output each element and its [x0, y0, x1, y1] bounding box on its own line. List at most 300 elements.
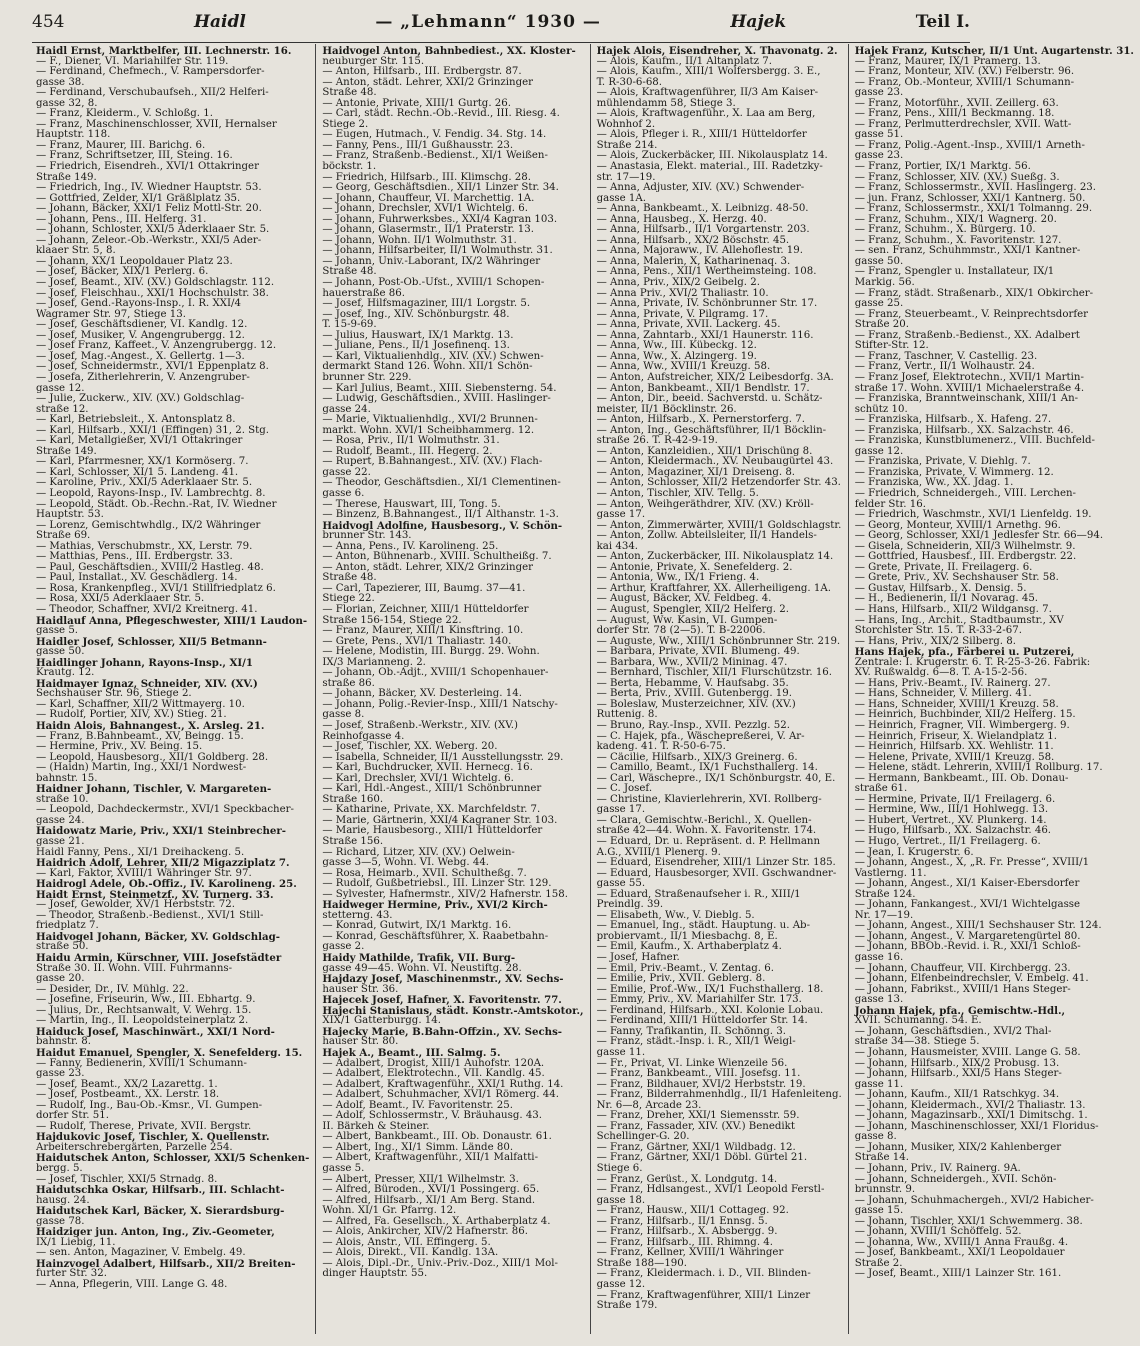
- directory-entry-line: — Anton, Aufstreicher, XIX/2 Leibesdorfg. 3A.: [596, 371, 834, 383]
- directory-entry-line: — Hans, Schneider, V. Millerg. 41.: [854, 688, 1032, 700]
- directory-entry-line: gasse 38.: [36, 76, 85, 88]
- directory-entry-line: — Franz, Gärtner, XXI/1 Döbl. Gürtel 21.: [596, 1152, 808, 1164]
- directory-entry-line: Hauptstr. 53.: [36, 509, 104, 521]
- directory-entry-line: — Anton, Bankbeamt., XII/1 Bendlstr. 17.: [596, 382, 810, 394]
- directory-entry-line: — Anna, Ww., X. Alzingerg. 19.: [596, 350, 757, 362]
- directory-entry-line: — Hans, Hilfsarb., XII/2 Wildgansg. 7.: [854, 603, 1052, 615]
- directory-entry-line: — Ferdinand, XIII/1 Hütteldorfer Str. 14.: [596, 1015, 808, 1027]
- directory-entry-line: Reinhofgasse 4.: [322, 730, 405, 742]
- directory-entry-line: — Anton, Zollw. Abteilsleiter, II/1 Handels-: [596, 530, 817, 542]
- directory-entry-line: — Alois, Zuckerbäcker, III. Nikolausplatz 14.: [596, 150, 828, 162]
- directory-entry-line: stetterng. 43.: [322, 909, 393, 921]
- directory-entry-line: XV. Rußwaldg. 6—8. T. A-15-2-56.: [854, 667, 1028, 679]
- directory-entry-line: — Eduard, Hausbesorger, XVII. Gschwandner-: [596, 867, 837, 879]
- directory-entry-line: — Heinrich, Hilfsarb. XX. Wehlistr. 11.: [854, 741, 1054, 753]
- directory-entry-line: A.G., XVIII/1 Plenerg. 9.: [596, 846, 721, 858]
- directory-entry-line: Haidut Emanuel, Spengler, X. Senefelderg. 15.: [36, 1046, 303, 1059]
- directory-entry-line: T. 15-9-69.: [322, 319, 377, 331]
- directory-entry-line: Haidmayer Ignaz, Schneider, XIV. (XV.): [36, 677, 258, 690]
- directory-entry-line: Haidu Armin, Kürschner, VIII. Josefstädter: [36, 952, 282, 965]
- directory-entry-line: furter Str. 32.: [36, 1268, 107, 1280]
- directory-entry-line: — Anna, Hilfsarb., XX/2 Böschstr. 45.: [596, 234, 790, 246]
- directory-entry-line: Straße 156-154, Stiege 22.: [322, 614, 462, 626]
- directory-entry-line: — Alfred, Fa. Gesellsch., X. Arthaberplatz 4.: [322, 1215, 551, 1227]
- directory-entry-line: — Alois, Anstr., VII. Effingerg. 5.: [322, 1236, 491, 1248]
- directory-entry-line: — Georg, Schlosser, XXI/1 Jedlesfer Str. 66—94.: [854, 530, 1104, 542]
- directory-entry-line: — Berta, Hebamme, V. Haufsabg. 35.: [596, 677, 789, 689]
- directory-entry-line: — Josef, Geschäftsdiener, VI. Kandlg. 12.: [36, 319, 248, 331]
- directory-entry-line: — Karl, Metallgießer, XVI/1 Ottakringer: [36, 435, 243, 447]
- directory-entry-line: — Josef, Bäcker, XIX/1 Perlerg. 6.: [36, 266, 209, 278]
- directory-entry-line: — Josef, Postbeamt., XX. Lerstr. 18.: [36, 1089, 220, 1101]
- directory-entry-line: Storchlster Str. 15. T. R-33-2-67.: [854, 625, 1022, 637]
- directory-entry-line: Straße 160.: [322, 793, 384, 805]
- directory-entry-line: Arbeiterschrebergärten, Parzelle 254.: [36, 1141, 233, 1153]
- directory-entry-line: Straße 48.: [322, 266, 377, 278]
- directory-entry-line: gasse 2.: [322, 941, 365, 953]
- directory-entry-line: — Johann, Fabrikst., XVIII/1 Hans Steger-: [854, 983, 1071, 995]
- directory-entry-line: gasse 23.: [854, 150, 904, 162]
- directory-entry-line: — Josef, Musiker, V. Angengrubergg. 12.: [36, 329, 245, 341]
- directory-entry-line: — Richard, Litzer, XIV. (XV.) Oelwein-: [322, 846, 515, 858]
- directory-entry-line: — Franz, Kellner, XVIII/1 Währinger: [596, 1247, 784, 1259]
- directory-entry-line: — Franz, Monteur, XIV. (XV.) Felberstr. 96.: [854, 66, 1075, 78]
- directory-entry-line: Hajecek Josef, Hafner, X. Favoritenstr. 77.: [322, 994, 562, 1007]
- directory-entry-line: gasse 32, 8.: [36, 97, 98, 109]
- directory-entry-line: straße 86.: [322, 677, 375, 689]
- directory-entry-line: — Albert, Kraftwagenführ., XII/1 Malfatti-: [322, 1152, 539, 1164]
- directory-entry-line: — Arthur, Kraftfahrer, XX. Allerheiligeng. 1A.: [596, 582, 831, 594]
- directory-entry-line: — Friedrich, Hilfsarb., III. Klimschg. 28.: [322, 171, 531, 183]
- directory-entry-line: — Anton, Hilfsarb., X. Pernerstorferg. 7.: [596, 414, 805, 426]
- directory-entry-line: — Helene, Private, XVIII/1 Kreuzg. 58.: [854, 751, 1055, 763]
- directory-entry-line: Straße 149.: [36, 445, 97, 457]
- publication-title: — „Lehmann“ 1930 —: [375, 12, 601, 32]
- directory-entry-line: — C. Josef.: [596, 783, 653, 795]
- directory-entry-line: — Josefa, Zitherlehrerin, V. Anzengruber-: [36, 371, 250, 383]
- directory-entry-line: — Franz, Schriftsetzer, III, Steing. 16.: [36, 150, 233, 162]
- directory-entry-line: gasse 8.: [322, 709, 365, 721]
- directory-entry-line: Haidutschek Karl, Bäcker, X. Sierardsburg-: [36, 1205, 285, 1218]
- directory-entry-line: — Franz, Dreher, XXI/1 Siemensstr. 59.: [596, 1110, 800, 1122]
- column-4: [848, 44, 1140, 1334]
- directory-entry-line: — Franz, Schuhm., X. Bürgerg. 10.: [854, 224, 1036, 236]
- directory-entry-line: — Franz, Schlosser, XIV. (XV.) Sueßg. 3.: [854, 171, 1060, 183]
- directory-entry-line: gasse 20.: [36, 973, 85, 985]
- directory-entry-line: Straße 48.: [322, 87, 377, 99]
- directory-entry-line: — Anton, Schlosser, XII/2 Hetzendorfer Str. 43.: [596, 477, 841, 489]
- directory-entry-line: — Johann, Hausmeister, XVIII. Lange G. 58.: [854, 1046, 1081, 1058]
- directory-entry-line: — Emanuel, Ing., städt. Hauptung. u. Ab-: [596, 920, 811, 932]
- directory-entry-line: — F., Diener, VI. Mariahilfer Str. 119.: [36, 55, 229, 67]
- directory-entry-line: hauser Str. 36.: [322, 983, 399, 995]
- directory-entry-line: — Hubert, Vertret., XV. Plunkerg. 14.: [854, 814, 1047, 826]
- directory-entry-line: — jun. Franz, Schlosser, XXI/1 Kantnerg. 50.: [854, 192, 1086, 204]
- directory-entry-line: — Josef, Straßenb.-Werkstr., XIV. (XV.): [322, 720, 519, 731]
- directory-entry-line: — Albert, Bankbeamt., III. Ob. Donaustr. 61.: [322, 1131, 552, 1143]
- directory-entry-line: — Hans, Ing., Archit., Stadtbaumstr., XV: [854, 614, 1064, 626]
- directory-entry-line: — Rupert, B.Bahnangest., XIV. (XV.) Flach-: [322, 456, 543, 468]
- directory-entry-line: — Eduard, Straßenaufseher i. R., XIII/1: [596, 888, 801, 900]
- directory-entry-line: Preindlg. 39.: [596, 899, 664, 911]
- directory-entry-line: — Johann, XVIII/1 Schöffelg. 52.: [854, 1226, 1022, 1238]
- directory-entry-line: — Georg, Monteur, XVIII/1 Arnethg. 96.: [854, 519, 1061, 531]
- directory-entry-line: — Anton, Kanzleidien., XII/1 Drischüng 8.: [596, 445, 813, 457]
- directory-entry-line: — Karl, Schaffner, XII/2 Wittmayerg. 10.: [36, 698, 245, 710]
- directory-entry-line: Hajecky Marie, B.Bahn-Offzin., XV. Sechs-: [322, 1025, 563, 1038]
- directory-entry-line: — Fanny, Trafikantin, II. Schönng. 3.: [596, 1025, 786, 1037]
- directory-entry-line: — Grete, Private, II. Freilagerg. 6.: [854, 561, 1033, 573]
- directory-entry-line: — Emmy, Priv., XV. Mariahilfer Str. 173.: [596, 994, 802, 1006]
- directory-entry-line: Nr. 6—8, Arcade 23.: [596, 1099, 702, 1111]
- directory-entry-line: gasse 5.: [322, 1162, 365, 1174]
- directory-entry-line: gasse 12.: [854, 445, 904, 457]
- directory-entry-line: — Anton, Zuckerbäcker, III. Nikolausplatz 14.: [596, 551, 834, 563]
- directory-entry-line: Haidowatz Marie, Priv., XXI/1 Steinbrecher-: [36, 825, 286, 838]
- directory-entry-line: — August, Bäcker, XV. Feldbeg. 4.: [596, 593, 772, 605]
- directory-entry-line: — Franziska, Hilfsarb., XX. Salzachstr. 46.: [854, 424, 1074, 436]
- directory-entry-line: — Alois, Dipl.-Dr., Univ.-Priv.-Doz., XIII/1 Mol-: [322, 1257, 558, 1269]
- directory-entry-line: Haidn Alois, Bahnangest., X. Arsleg. 21.: [36, 720, 265, 732]
- directory-entry-line: — Heinrich, Friseur, X. Wielandplatz 1.: [854, 730, 1057, 742]
- directory-entry-line: Schellinger-G. 20.: [596, 1131, 690, 1143]
- directory-entry-line: — Franz, Maschinenschlosser, XVII, Hernalser: [36, 118, 277, 130]
- directory-entry-line: — Fanny, Pens., III/1 Gußhausstr. 23.: [322, 139, 514, 151]
- directory-entry-line: — Johann, Kleidermach., XVI/2 Thaliastr. 13.: [854, 1099, 1086, 1111]
- directory-entry-line: — Johann, Geschäftsdien., XVI/2 Thal-: [854, 1025, 1052, 1037]
- directory-entry-line: gasse 22.: [322, 466, 371, 478]
- directory-entry-line: — Katharine, Private, XX. Marchfeldstr. 7.: [322, 804, 541, 816]
- directory-entry-line: Straße 2.: [854, 1257, 903, 1269]
- directory-entry-line: — Helene, Modistin, III. Burgg. 29. Wohn.: [322, 646, 540, 658]
- directory-entry-line: — Anna, Private, XVII. Lackerg. 45.: [596, 319, 781, 331]
- directory-entry-line: II. Bärkeh & Steiner.: [322, 1120, 430, 1132]
- directory-entry-line: Straße 48.: [322, 572, 377, 584]
- directory-entry-line: — Josef, Ing., XIV. Schönburgstr. 48.: [322, 308, 510, 320]
- directory-entry-line: — Antonie, Private, XIII/1 Gurtg. 26.: [322, 97, 511, 109]
- directory-entry-line: — Emilie, Prof.-Ww., IX/1 Fuchsthallerg. 18.: [596, 983, 824, 995]
- directory-entry-line: — Alois, Kaufm., II/1 Altanplatz 7.: [596, 55, 772, 67]
- directory-entry-line: dermarkt Stand 126. Wohn. XII/1 Schön-: [322, 361, 533, 373]
- directory-entry-line: — Camillo, Beamt., IX/1 Fuchsthallerg. 14.: [596, 762, 818, 774]
- directory-entry-line: — C. Hajek, pfa., Wäschepreßerei, V. Ar-: [596, 730, 805, 742]
- directory-entry-line: — Therese, Hauswart, III, Tong. 5.: [322, 498, 501, 510]
- directory-entry-line: — Albert, Ing., XI/1 Simm. Lände 80.: [322, 1141, 514, 1153]
- directory-entry-line: — Johann, Glasermstr., II/1 Praterstr. 13.: [322, 224, 535, 236]
- directory-entry-line: Straße 188—190.: [596, 1257, 688, 1269]
- directory-entry-line: T. R-30-6-68.: [596, 76, 663, 88]
- directory-entry-line: straße 12.: [36, 403, 89, 415]
- directory-entry-line: — Franz, Bilderrahmenhdlg., II/1 Hafenleiteng.: [596, 1089, 842, 1101]
- directory-entry-line: hauser Str. 80.: [322, 1036, 399, 1048]
- directory-entry-line: Haidy Mathilde, Trafik, VII. Burg-: [322, 952, 516, 965]
- directory-entry-line: — Johann, Angest., XIII/1 Sechshauser Str. 124.: [854, 920, 1102, 932]
- directory-entry-line: — Johann, Pens., III. Helferg. 31.: [36, 213, 207, 225]
- directory-entry-line: — Josef, Bankbeamt., XXI/1 Leopoldauer: [854, 1247, 1065, 1259]
- directory-entry-line: — Heinrich, Buchbinder, XII/2 Helferg. 15.: [854, 709, 1076, 721]
- directory-entry-line: Haidvogel Anton, Bahnbediest., XX. Kloster-: [322, 45, 576, 57]
- directory-entry-line: — Johann, Drechsler, XVI/1 Wichtelg. 6.: [322, 203, 528, 215]
- directory-entry-line: — Alfred, Büroden., XVI/1 Possingerg. 65.: [322, 1184, 540, 1196]
- directory-entry-line: — Franz, Hilfsarb., X. Absbergg. 9.: [596, 1226, 778, 1238]
- directory-entry-line: — Hugo, Vertret., II/1 Freilagerg. 6.: [854, 836, 1041, 848]
- directory-entry-line: — Marie, Viktualienhdlg., XVI/2 Brunnen-: [322, 414, 538, 426]
- directory-entry-line: — Karl, Buchdrucker, XVII. Hernecg. 16.: [322, 762, 533, 774]
- directory-entry-line: — Johann, Musiker, XIX/2 Kahlenberger: [854, 1141, 1062, 1153]
- directory-entry-line: — Adolf, Schlossermstr., V. Bräuhausg. 43.: [322, 1110, 543, 1122]
- directory-entry-line: — Franz, Vertr., II/1 Wolhaustr. 24.: [854, 361, 1035, 373]
- directory-entry-line: — Carl, Wäschepre., IX/1 Schönburgstr. 40, E.: [596, 772, 836, 784]
- directory-entry-line: — Fr., Privat, VI. Linke Wienzeile 56.: [596, 1057, 788, 1069]
- directory-entry-line: — Franz, Straßenb.-Bedienst., XX. Adalbert: [854, 329, 1080, 341]
- directory-entry-line: — Barbara, Ww., XVII/2 Mininag. 47.: [596, 656, 788, 668]
- directory-entry-line: Nr. 17—19.: [854, 909, 914, 921]
- directory-entry-line: — Johann, Hilfsarb., XXI/5 Hans Steger-: [854, 1068, 1062, 1080]
- directory-entry-line: — Gottfried, Hausbesf., III. Erdbergstr. 22.: [854, 551, 1077, 563]
- column-2: [315, 44, 589, 1334]
- directory-entry-line: — Leopold, Rayons-Insp., IV. Lambrechtg. 8.: [36, 487, 266, 499]
- directory-entry-line: — Anton, Ing., Geschäftsführer, II/1 Böcklin-: [596, 424, 827, 436]
- directory-entry-line: — Franz, Gärtner, XXI/1 Wildbadg. 12.: [596, 1141, 796, 1153]
- directory-entry-line: Ruttenig. 8.: [596, 709, 658, 721]
- directory-entry-line: — Alfred, Hilfsarb., XI/1 Am Berg. Stand.: [322, 1194, 536, 1206]
- directory-entry-line: — Franz, Bankbeamt., VIII. Josefsg. 11.: [596, 1068, 801, 1080]
- directory-entry-line: — Anna, Private, V. Pilgramg. 17.: [596, 308, 769, 320]
- directory-entry-line: — Anna Priv., XVI/2 Thaliastr. 10.: [596, 287, 769, 299]
- directory-entry-line: — Helene, städt. Lehrerin, XVIII/1 Rollburg. 17.: [854, 762, 1103, 774]
- directory-entry-line: — Franz, Polig.-Agent.-Insp., XVIII/1 Arneth-: [854, 139, 1085, 151]
- directory-entry-line: — Alois, Kraftwagenführ., X. Laa am Berg,: [596, 108, 816, 120]
- directory-entry-line: kai 434.: [596, 540, 639, 552]
- directory-entry-line: gasse 8.: [854, 1131, 897, 1143]
- directory-entry-line: — Karl, Schlosser, XI/1 5. Landeng. 41.: [36, 466, 239, 478]
- directory-entry-line: — Franziska, Ww., XX. Jdag. 1.: [854, 477, 1014, 489]
- directory-entry-line: — Franz, städt.-Insp. i. R., XII/1 Weigl-: [596, 1036, 796, 1048]
- directory-entry-line: Straße 149.: [36, 171, 97, 183]
- directory-entry-line: — Josef, Beamt., XIV. (XV.) Goldschlagstr. 112.: [36, 277, 275, 289]
- directory-entry-line: dinger Hauptstr. 55.: [322, 1268, 428, 1280]
- directory-entry-line: Hajek Franz, Kutscher, II/1 Unt. Augartenstr. 31.: [854, 45, 1134, 57]
- directory-entry-line: hausg. 24.: [36, 1194, 90, 1206]
- directory-entry-line: — Antonia, Ww., IX/1 Frieng. 4.: [596, 572, 760, 584]
- directory-entry-line: — Franz, Schlossermstr., XVII. Haslingerg. 23.: [854, 182, 1097, 194]
- directory-entry-line: — Johann, Fankangest., XVI/1 Wichtelgasse: [854, 899, 1081, 911]
- directory-entry-line: — Rosa, Priv., II/1 Wolmuthstr. 31.: [322, 435, 500, 447]
- directory-entry-line: — Franz, Maurer, IX/1 Pramerg. 13.: [854, 55, 1041, 67]
- directory-entry-line: Hajdukovic Josef, Tischler, X. Quellenstr.: [36, 1131, 270, 1144]
- directory-entry-line: — Heinrich, Fragner, VII. Wimbergerg. 9.: [854, 720, 1070, 731]
- directory-entry-line: Haidlinger Johann, Rayons-Insp., XI/1: [36, 656, 253, 669]
- directory-entry-line: str. 17—19.: [596, 171, 656, 183]
- directory-entry-line: — Franz, B.Bahnbeamt., XV, Beingg. 15.: [36, 730, 244, 742]
- directory-entry-line: — Hermine, Priv., XV. Being. 15.: [36, 741, 203, 753]
- directory-entry-line: straße 17. Wohn. XVIII/1 Michaelerstraße 4.: [854, 382, 1085, 394]
- directory-entry-line: — Anton, städt. Lehrer, XXI/2 Grinzinger: [322, 76, 534, 88]
- directory-entry-line: — Johann, Bäcker, XXI/1 Feliz Mottl-Str. 20.: [36, 203, 262, 215]
- directory-entry-line: — Anna, Pflegerin, VIII. Lange G. 48.: [36, 1278, 228, 1290]
- directory-entry-line: — Anna, Pens., IV. Karolineng. 25.: [322, 540, 499, 552]
- directory-entry-line: böckstr. 1.: [322, 161, 377, 173]
- directory-entry-line: — Christine, Klavierlehrerin, XVI. Rollberg-: [596, 793, 822, 805]
- directory-entry-line: — Johann, Zeleor.-Ob.-Werkstr., XXI/5 Ader-: [36, 234, 262, 246]
- directory-entry-line: — Anton, Magaziner, XI/1 Dreiseng. 8.: [596, 466, 796, 478]
- directory-entry-line: gasse 51.: [854, 129, 904, 141]
- directory-entry-line: — Johann, Fuhrwerksbes., XXI/4 Kagran 103.: [322, 213, 558, 225]
- directory-entry-line: — Karl Julius, Beamt., XIII. Siebensterng. 54.: [322, 382, 557, 394]
- directory-entry-line: — (Haidn) Martin, Ing., XXI/1 Nordwest-: [36, 762, 247, 774]
- directory-entry-line: Haidvogl Adolfine, Hausbesorg., V. Schön-: [322, 519, 563, 532]
- directory-entry-line: — Franz, Kleiderm., V. Schloßg. 1.: [36, 108, 214, 120]
- directory-entry-line: — sen. Anton, Magaziner, V. Embelg. 49.: [36, 1247, 246, 1259]
- left-running-keyword: Haidl: [193, 12, 246, 32]
- directory-entry-line: Straße 179.: [596, 1300, 658, 1312]
- directory-entry-line: Haidvogel Johann, Bäcker, XV. Goldschlag-: [36, 930, 280, 943]
- directory-entry-line: brunner Str. 229.: [322, 371, 412, 383]
- directory-entry-line: — Franz, Portier, IX/1 Marktg. 56.: [854, 161, 1031, 173]
- directory-entry-line: — Anton, Zimmerwärter, XVIII/1 Goldschlagstr.: [596, 519, 842, 531]
- directory-entry-line: — Anna, Bankbeamt., X. Leibnizg. 48-50.: [596, 203, 809, 215]
- directory-entry-line: — Franz, Gerüst., X. Londgutg. 14.: [596, 1173, 778, 1185]
- directory-entry-line: — Josef, Gewolder, XV/1 Herbststr. 72.: [36, 899, 235, 911]
- directory-entry-line: — Friedrich, Schneidergeh., VIII. Lerchen-: [854, 487, 1076, 499]
- directory-entry-line: — Cäcilie, Hilfsarb., XIX/3 Greinerg. 6.: [596, 751, 798, 763]
- directory-entry-line: — Johann, Wohn. II/1 Wolmuthstr. 31.: [322, 234, 517, 246]
- directory-entry-line: — Marie, Gärtnerin, XXI/4 Kagraner Str. 103.: [322, 814, 558, 826]
- directory-entry-line: — Anna, Ww., XVIII/1 Kreuzg. 58.: [596, 361, 771, 373]
- directory-entry-line: — Karl, Viktualienhdlg., XIV. (XV.) Schwen-: [322, 350, 544, 362]
- directory-entry-line: Johann Hajek, pfa., Gemischtw.-Hdl.,: [854, 1004, 1066, 1017]
- directory-entry-line: — Karl, Pfarrmesner, XX/1 Kormöserg. 7.: [36, 456, 249, 468]
- directory-entry-line: probiervamt., II/1 Miesbachg. 8, E.: [596, 930, 778, 942]
- directory-entry-line: — Carl, städt. Rechn.-Ob.-Revid., III. Riesg. 4.: [322, 108, 560, 120]
- directory-entry-line: — Paul, Geschäftsdien., XVIII/2 Hastleg. 48.: [36, 561, 264, 573]
- directory-entry-line: felder Str. 16.: [854, 498, 926, 510]
- directory-entry-line: — Berta, Priv., XVIII. Gutenbergg. 19.: [596, 688, 792, 700]
- directory-entry-line: Straße 30. II. Wohn. VIII. Fuhrmanns-: [36, 962, 233, 974]
- directory-entry-line: — Sylvester, Hafnermstr., XIV/2 Hafnerstr. 158.: [322, 888, 568, 900]
- directory-entry-line: brunnstr. 9.: [854, 1184, 916, 1196]
- directory-entry-line: — Josef, Beamt., XX/2 Lazarettg. 1.: [36, 1078, 218, 1090]
- directory-entry-line: — Leopold, Hausbesorg., XII/1 Goldberg. 28.: [36, 751, 269, 763]
- directory-entry-line: Stiege 2.: [322, 118, 369, 130]
- directory-entry-line: — Josef, Schneidermstr., XVI/1 Eppenplatz 8.: [36, 361, 269, 373]
- directory-entry-line: Hajechi Stanislaus, städt. Konstr.-Amtskotor.,: [322, 1004, 584, 1017]
- directory-entry-line: straße 34—38. Stiege 5.: [854, 1036, 980, 1048]
- directory-entry-line: Straße 124.: [854, 888, 916, 900]
- directory-entry-line: Haiduck Josef, Maschinwärt., XXI/1 Nord-: [36, 1025, 275, 1038]
- directory-entry-line: — Karl, Hilfsarb., XXI/1 (Effingen) 31, 2. Stg.: [36, 424, 269, 436]
- directory-entry-line: — Elisabeth, Ww., V. Dieblg. 5.: [596, 909, 755, 921]
- directory-entry-line: — Franz, Schlossermstr., XXI/1 Tolmanng. 29.: [854, 203, 1093, 215]
- directory-entry-line: — Anton, Kleidermach., XV. Neubaugürtel 43.: [596, 456, 834, 468]
- directory-entry-line: — Eduard, Dr. u. Repräsent. d. P. Hellmann: [596, 836, 821, 848]
- directory-entry-line: Vastlerng. 11.: [854, 867, 927, 879]
- directory-entry-line: — Anton, Dir., beeid. Sachverstd. u. Schätz-: [596, 393, 823, 405]
- part-label: Teil I.: [915, 12, 970, 32]
- directory-entry-line: schütz 10.: [854, 403, 908, 415]
- directory-entry-line: gasse 11.: [854, 1078, 904, 1090]
- directory-entry-line: — Johanna, Ww., XVIII/1 Anna Fraußg. 4.: [854, 1236, 1069, 1248]
- directory-entry-line: Haidner Johann, Tischler, V. Margareten-: [36, 783, 272, 796]
- directory-entry-line: — Anton, Weihgeräthdrer, XIV. (XV.) Kröll-: [596, 498, 814, 510]
- directory-entry-line: — Grete, Priv., XV. Sechshauser Str. 58.: [854, 572, 1059, 584]
- directory-entry-line: — Marie, Hausbesorg., XIII/1 Hütteldorfer: [322, 825, 543, 837]
- directory-entry-line: — Grete, Pens., XVI/1 Thaliastr. 140.: [322, 635, 512, 647]
- directory-entry-line: — Adalbert, Kraftwagenführ., XXI/1 Ruthg. 14.: [322, 1078, 564, 1090]
- directory-entry-line: — Johann, Chauffeur, VI. Marchettig. 1A.: [322, 192, 535, 204]
- directory-entry-line: — Franz, Spengler u. Installateur, IX/1: [854, 266, 1055, 278]
- directory-entry-line: Haidutschek Anton, Schlosser, XXI/5 Schenken-: [36, 1152, 310, 1165]
- directory-entry-line: — Johann, Angest., V. Margaretengürtel 80.: [854, 930, 1081, 942]
- directory-entry-line: — Franz, städt. Straßenarb., XIX/1 Obkircher-: [854, 287, 1094, 299]
- directory-entry-line: — Franz, Taschner, V. Castellig. 23.: [854, 350, 1038, 362]
- directory-entry-line: markt. Wohn. XVI/1 Scheibhammerg. 12.: [322, 424, 535, 436]
- directory-entry-line: gasse 16.: [854, 952, 904, 964]
- directory-entry-line: — August, Spengler, XII/2 Helferg. 2.: [596, 603, 789, 615]
- directory-entry-line: — Josefine, Friseurin, Ww., III. Ebhartg. 9.: [36, 994, 256, 1006]
- directory-entry-line: — Franz, Ob.-Monteur, XVIII/1 Schumann-: [854, 76, 1075, 88]
- directory-entry-line: — Johann, Elfenbeindrechsler, V. Embelg. 41.: [854, 973, 1089, 985]
- directory-entry-line: — Franziska, Private, V. Wimmerg. 12.: [854, 466, 1054, 478]
- directory-entry-line: — Franz, Kleidermach. i. D., VII. Blinden-: [596, 1268, 811, 1280]
- directory-entry-line: straße 50.: [36, 941, 89, 953]
- directory-entry-line: — Johann, Priv., IV. Rainerg. 9A.: [854, 1162, 1021, 1174]
- directory-entry-line: straße 26. T. R-42-9-19.: [596, 435, 718, 447]
- directory-entry-line: Haidlauf Anna, Pflegeschwester, XIII/1 Laudon-: [36, 614, 308, 627]
- directory-entry-line: Hajek Alois, Eisendreher, X. Thavonatg. 2.: [596, 45, 838, 57]
- directory-entry-line: gasse 17.: [596, 509, 646, 521]
- directory-entry-line: — Anna, Pens., XII/1 Wertheimsteing. 108.: [596, 266, 817, 278]
- directory-entry-line: — Franz, Schuhm., XIX/1 Wagnerg. 20.: [854, 213, 1057, 225]
- directory-entry-line: — Karl, Betriebsleit., X. Antonsplatz 8.: [36, 414, 236, 426]
- directory-entry-line: gasse 15.: [854, 1205, 904, 1217]
- directory-entry-line: — Carl, Tapezierer, III, Baumg. 37—41.: [322, 582, 526, 594]
- directory-entry-line: Sechshauser Str. 96, Stiege 2.: [36, 688, 192, 700]
- directory-entry-line: IX/3 Marianneng. 2.: [322, 656, 426, 668]
- directory-entry-line: — Johann, Ob.-Adjt., XVIII/1 Schopenhauer-: [322, 667, 549, 679]
- directory-entry-line: — Jean, I. Krugerstr. 6.: [854, 846, 974, 858]
- directory-entry-line: gasse 49—45. Wohn. VI. Neustiftg. 28.: [322, 962, 522, 974]
- directory-entry-line: — Anna, Adjuster, XIV. (XV.) Schwender-: [596, 182, 805, 194]
- directory-entry-line: — Franz, Schuhm., X. Favoritenstr. 127.: [854, 234, 1062, 246]
- directory-entry-line: straße 61.: [854, 783, 908, 795]
- directory-entry-line: — Eduard, Eisendreher, XIII/1 Linzer Str. 185.: [596, 857, 836, 869]
- directory-entry-line: — Anna, Hausbeg., X. Herzg. 40.: [596, 213, 767, 225]
- directory-entry-line: Hauptstr. 118.: [36, 129, 111, 141]
- directory-entry-line: — Johann, Polig.-Revier-Insp., XIII/1 Natschy-: [322, 698, 558, 710]
- directory-entry-line: Straße 214.: [596, 139, 658, 151]
- directory-entry-line: — Johann, Hilfsarb., XIX/2 Probusg. 13.: [854, 1057, 1060, 1069]
- directory-entry-line: — Emilie, Priv., XVII. Geblerg. 8.: [596, 973, 766, 985]
- directory-entry-line: Hajek A., Beamt., III. Salmg. 5.: [322, 1046, 501, 1059]
- directory-entry-line: — Johann, Univ.-Laborant, IX/2 Währinger: [322, 255, 541, 267]
- directory-entry-line: — Paul, Installat., XV. Geschädlerg. 14.: [36, 572, 238, 584]
- directory-entry-line: dorfer Str. 78 (2—5). T. B-22006.: [596, 625, 766, 637]
- directory-entry-line: — Josef, Beamt., XIII/1 Lainzer Str. 161.: [854, 1268, 1062, 1280]
- directory-entry-line: — Juliane, Pens., II/1 Josefinenq. 13.: [322, 340, 510, 352]
- directory-entry-line: — Anton, städt. Lehrer, XIX/2 Grinzinger: [322, 561, 534, 573]
- directory-entry-line: — Rudolf, Therese, Private, XVII. Bergstr.: [36, 1120, 252, 1132]
- directory-entry-line: Haidl Ernst, Marktbelfer, III. Lechnerstr. 16.: [36, 45, 292, 57]
- directory-entry-line: Hajdazy Josef, Maschinenmstr., XV. Sechs-: [322, 973, 564, 986]
- directory-entry-line: klaaer Str. 5, 8.: [36, 245, 116, 257]
- directory-entry-line: Haidler Josef, Schlosser, XII/5 Betmann-: [36, 635, 267, 648]
- directory-entry-line: — Theodor, Straßenb.-Bedienst., XVI/1 Still-: [36, 909, 264, 921]
- directory-entry-line: — Johann, Bäcker, XV. Desterleing. 14.: [322, 688, 522, 700]
- directory-entry-line: — Fanny, Bedienerin, XVIII/1 Schumann-: [36, 1057, 247, 1069]
- directory-entry-line: — Georg, Geschäftsdien., XII/1 Linzer Str. 34.: [322, 182, 559, 194]
- directory-entry-line: — Clara, Gemischtw.-Berichl., X. Quellen-: [596, 814, 812, 826]
